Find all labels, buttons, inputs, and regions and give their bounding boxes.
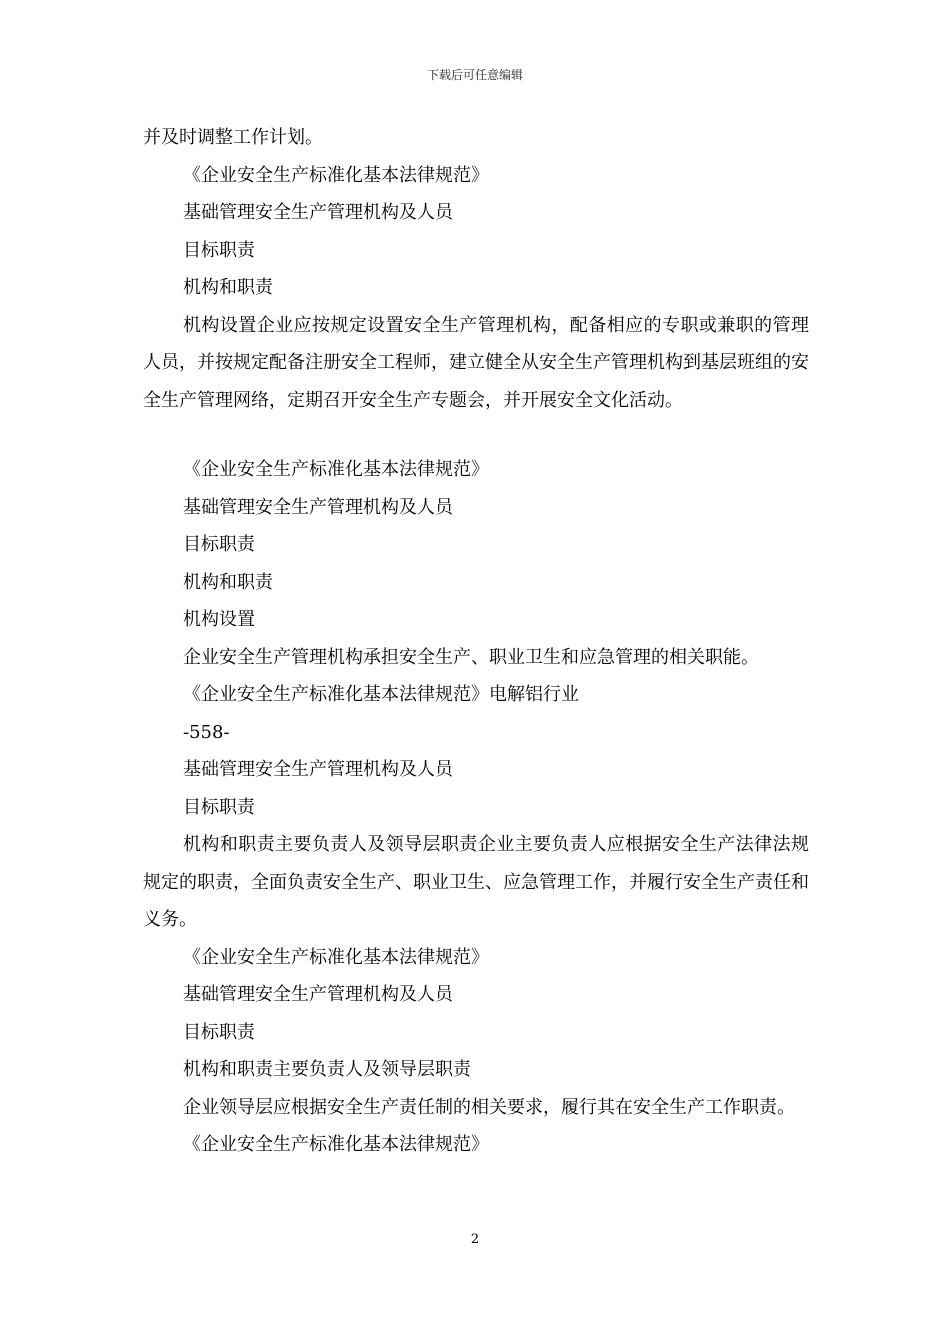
- paragraph: 机构和职责: [183, 277, 273, 298]
- inline-page-marker: -558-: [183, 721, 230, 743]
- document-body: [143, 119, 809, 1164]
- paragraph: 《企业安全生产标准化基本法律规范》: [183, 946, 489, 968]
- paragraph: 机构和职责: [183, 571, 273, 593]
- paragraph: 机构和职责主要负责人及领导层职责: [183, 1059, 471, 1080]
- paragraph: 基础管理安全生产管理机构及人员: [183, 202, 453, 223]
- paragraph: 并及时调整工作计划。: [143, 127, 323, 148]
- page-header: 下载后可任意编辑: [426, 68, 523, 82]
- paragraph: 企业安全生产管理机构承担安全生产、职业卫生和应急管理的相关职能。: [183, 646, 759, 668]
- paragraph: 企业领导层应根据安全生产责任制的相关要求，履行其在安全生产工作职责。: [183, 1096, 795, 1118]
- paragraph: 基础管理安全生产管理机构及人员: [183, 759, 453, 780]
- page-number: 2: [470, 1232, 480, 1247]
- paragraph: 《企业安全生产标准化基本法律规范》: [183, 1134, 489, 1155]
- paragraph: 目标职责: [183, 239, 255, 261]
- paragraph: 《企业安全生产标准化基本法律规范》: [183, 164, 489, 186]
- paragraph: 机构和职责主要负责人及领导层职责企业主要负责人应根据安全生产法律法规规定的职责，全面负责安全生产、职业卫生、应急管理工作，并履行安全生产责任和义务。: [143, 834, 809, 930]
- paragraph: 目标职责: [183, 1021, 255, 1043]
- paragraph: 目标职责: [183, 534, 255, 555]
- paragraph: 《企业安全生产标准化基本法律规范》: [183, 459, 489, 480]
- paragraph: 基础管理安全生产管理机构及人员: [183, 496, 453, 518]
- paragraph: 《企业安全生产标准化基本法律规范》电解铝行业: [183, 684, 579, 705]
- paragraph: 机构设置企业应按规定设置安全生产管理机构，配备相应的专职或兼职的管理人员，并按规定配备注册安全工程师，建立健全从安全生产管理机构到基层班组的安全生产管理网络，定期召开安全生产专题会，并开展安全文化活动。: [143, 314, 809, 411]
- paragraph: 目标职责: [183, 796, 255, 818]
- paragraph: 基础管理安全生产管理机构及人员: [183, 984, 453, 1005]
- paragraph: 机构设置: [183, 609, 255, 630]
